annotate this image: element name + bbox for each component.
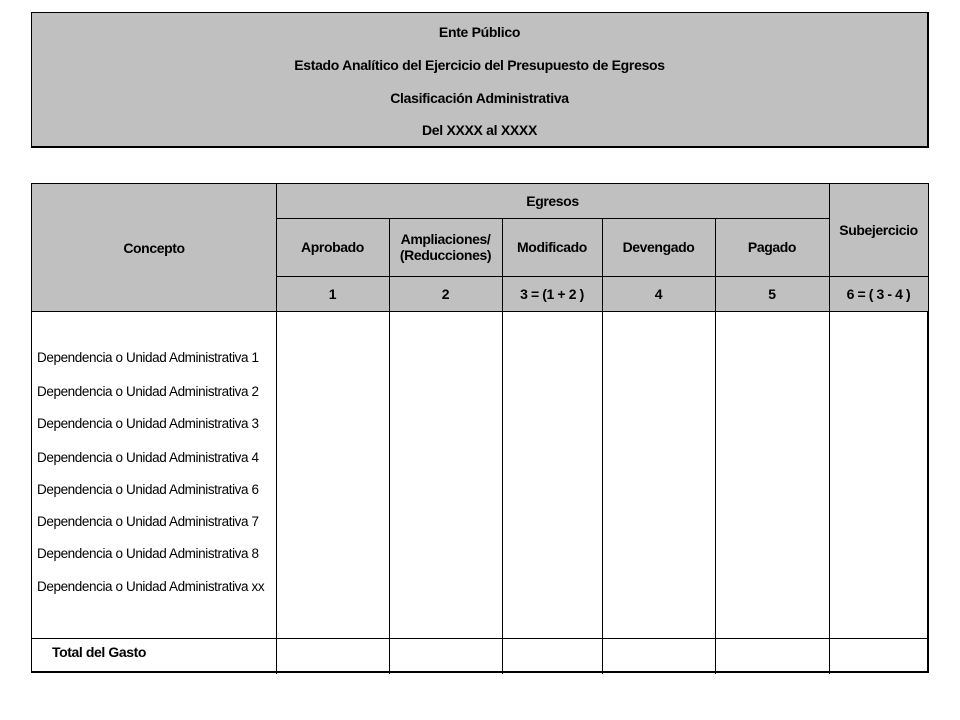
report-title: Estado Analítico del Ejercicio del Presupuesto de Egresos [294, 57, 665, 73]
table-row: Dependencia o Unidad Administrativa 7 [37, 514, 259, 529]
ampliaciones-line1: Ampliaciones/ [400, 231, 491, 247]
report-header [31, 12, 929, 148]
grid-line [502, 218, 503, 674]
grid-line [276, 276, 928, 277]
grid-line [32, 311, 928, 312]
grid-line [715, 218, 716, 674]
table-row: Dependencia o Unidad Administrativa 2 [37, 384, 259, 399]
classification-title: Clasificación Administrativa [390, 90, 569, 106]
table-row: Dependencia o Unidad Administrativa 4 [37, 450, 259, 465]
table-row: Dependencia o Unidad Administrativa 8 [37, 546, 259, 561]
table-row: Dependencia o Unidad Administrativa xx [37, 579, 265, 594]
grid-line [829, 184, 830, 674]
grid-line [602, 218, 603, 674]
col-aprobado-header: Aprobado [301, 239, 364, 255]
ampliaciones-line2: (Reducciones) [399, 247, 492, 263]
entity-name: Ente Público [438, 24, 521, 40]
grid-line [32, 638, 928, 639]
grid-line [389, 218, 390, 674]
table-row: Dependencia o Unidad Administrativa 1 [37, 350, 259, 365]
egresos-header: Egresos [526, 193, 579, 209]
budget-table [31, 183, 929, 673]
total-label: Total del Gasto [52, 644, 147, 660]
col-ampliaciones-header [389, 218, 502, 276]
concepto-header: Concepto [123, 239, 185, 256]
col-devengado-header: Devengado [622, 239, 695, 255]
formula-pagado: 5 [768, 285, 776, 302]
table-row: Dependencia o Unidad Administrativa 3 [37, 416, 259, 431]
grid-line [276, 218, 829, 219]
formula-subejercicio: 6 = ( 3 - 4 ) [846, 285, 911, 302]
table-row: Dependencia o Unidad Administrativa 6 [37, 482, 259, 497]
formula-ampliaciones: 2 [441, 285, 450, 302]
grid-line [276, 184, 277, 674]
formula-aprobado: 1 [328, 285, 337, 302]
formula-modificado: 3 = (1 + 2 ) [520, 285, 584, 302]
subejercicio-header: Subejercicio [839, 222, 918, 238]
col-pagado-header: Pagado [747, 239, 797, 255]
formula-devengado: 4 [654, 285, 663, 302]
col-modificado-header: Modificado [517, 239, 587, 255]
report-period: Del XXXX al XXXX [421, 122, 538, 138]
